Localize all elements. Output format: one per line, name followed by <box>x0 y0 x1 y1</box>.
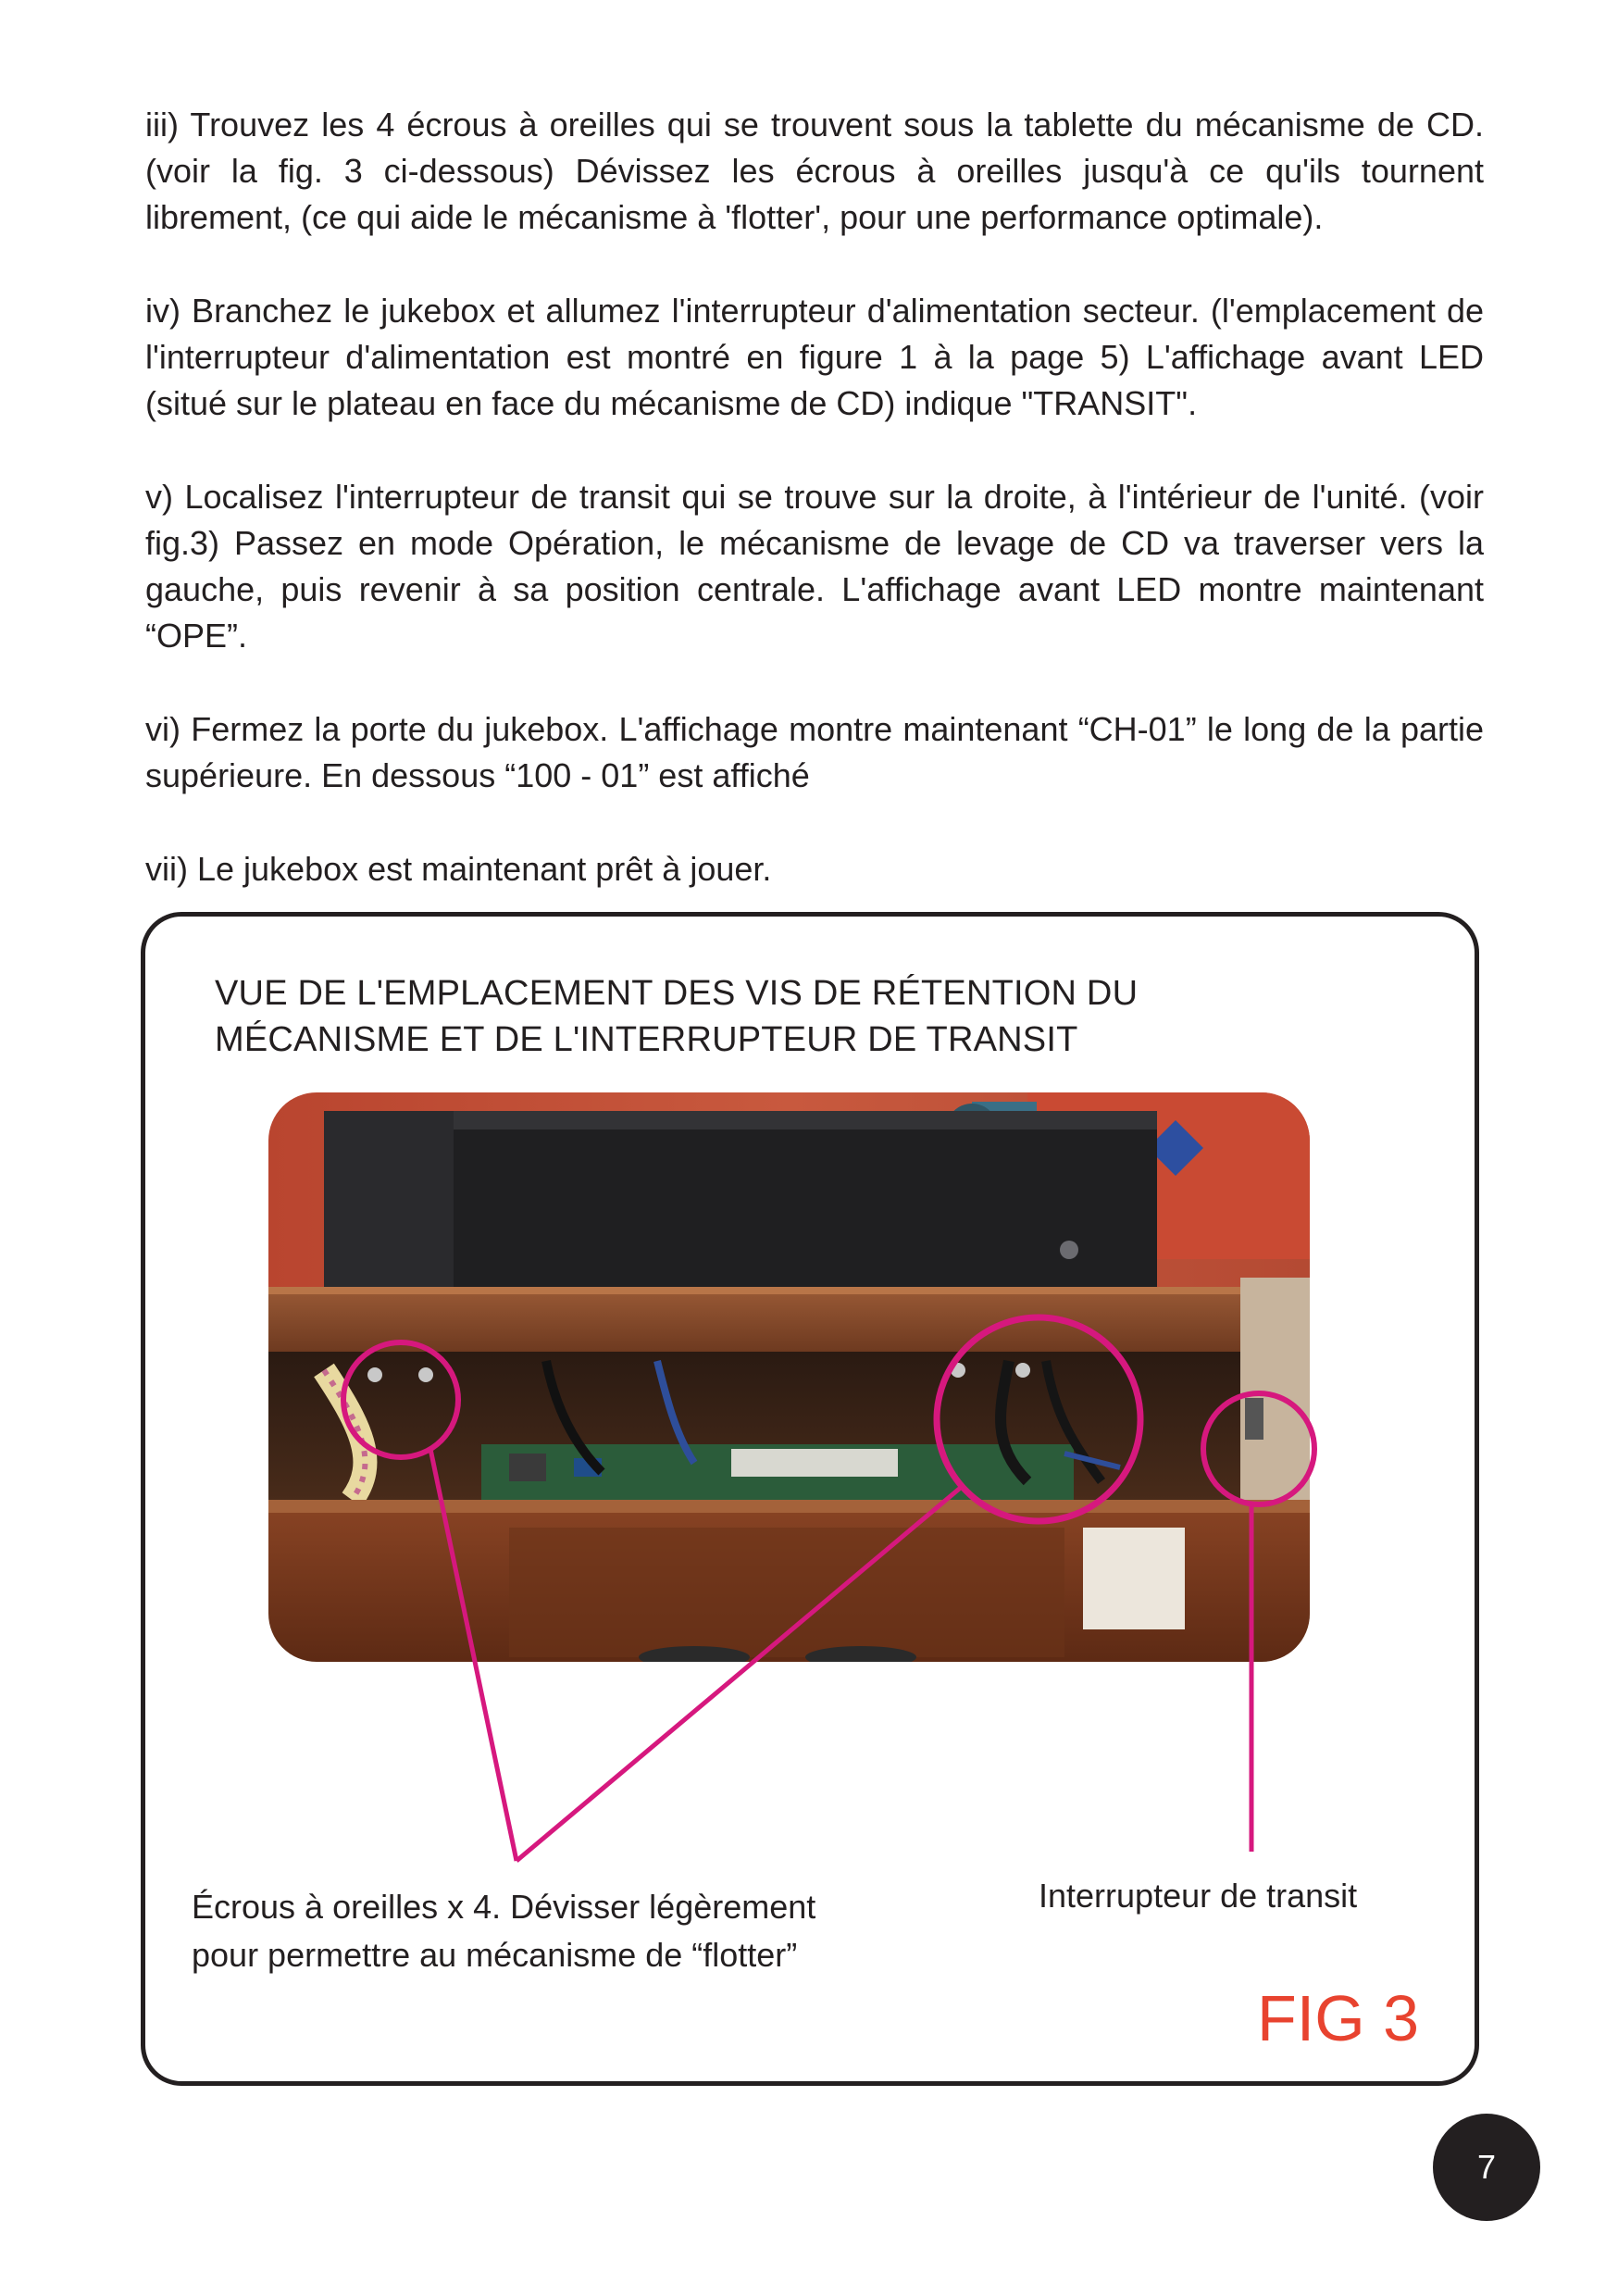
paragraph-step-vi: vi) Fermez la porte du jukebox. L'affichage montre maintenant “CH-01” le long de la partie supérieure. En dessous “100 - 01” est affiché <box>145 710 1484 794</box>
paragraph-step-v: v) Localisez l'interrupteur de transit qui se trouve sur la droite, à l'intérieur de l'unité. (voir fig.3) Passez en mode Opération, le mécanisme de levage de CD va traverser vers la gauche, puis revenir à sa position centrale. L'affichage avant LED montre maintenant “OPE”. <box>145 478 1484 655</box>
figure-title-line-1: VUE DE L'EMPLACEMENT DES VIS DE RÉTENTION DU <box>215 974 1139 1013</box>
figure-label: FIG 3 <box>1257 1982 1420 2054</box>
paragraph-step-vii: vii) Le jukebox est maintenant prêt à jouer. <box>145 850 772 888</box>
page-number-badge <box>1433 2114 1540 2221</box>
paragraph-step-iv: iv) Branchez le jukebox et allumez l'interrupteur d'alimentation secteur. (l'emplacement de l'interrupteur d'alimentation est montré en figure 1 à la page 5) L'affichage avant LED (situé sur le plateau en face du mécanisme de CD) indique "TRANSIT". <box>145 292 1484 422</box>
figure-title-line-2: MÉCANISME ET DE L'INTERRUPTEUR DE TRANSIT <box>215 1020 1078 1059</box>
page-number: 7 <box>1476 2148 1497 2186</box>
mechanism-photo-illustration <box>268 1092 1310 1662</box>
mechanism-photo <box>268 1092 1310 1662</box>
paragraph-step-iii: iii) Trouvez les 4 écrous à oreilles qui se trouvent sous la tablette du mécanisme de CD. (voir la fig. 3 ci-dessous) Dévissez les écrous à oreilles jusqu'à ce qu'ils tournent librement, (ce qui aide le mécanisme à 'flotter', pour une performance optimale). <box>145 106 1484 236</box>
wing-nuts-callout-line-2: pour permettre au mécanisme de “flotter” <box>192 1936 798 1974</box>
figure-title <box>215 970 1138 1063</box>
wing-nuts-callout-line-1: Écrous à oreilles x 4. Dévisser légèrement <box>192 1888 816 1926</box>
transit-switch-callout: Interrupteur de transit <box>1039 1877 1358 1915</box>
wing-nuts-callout <box>192 1883 815 1979</box>
